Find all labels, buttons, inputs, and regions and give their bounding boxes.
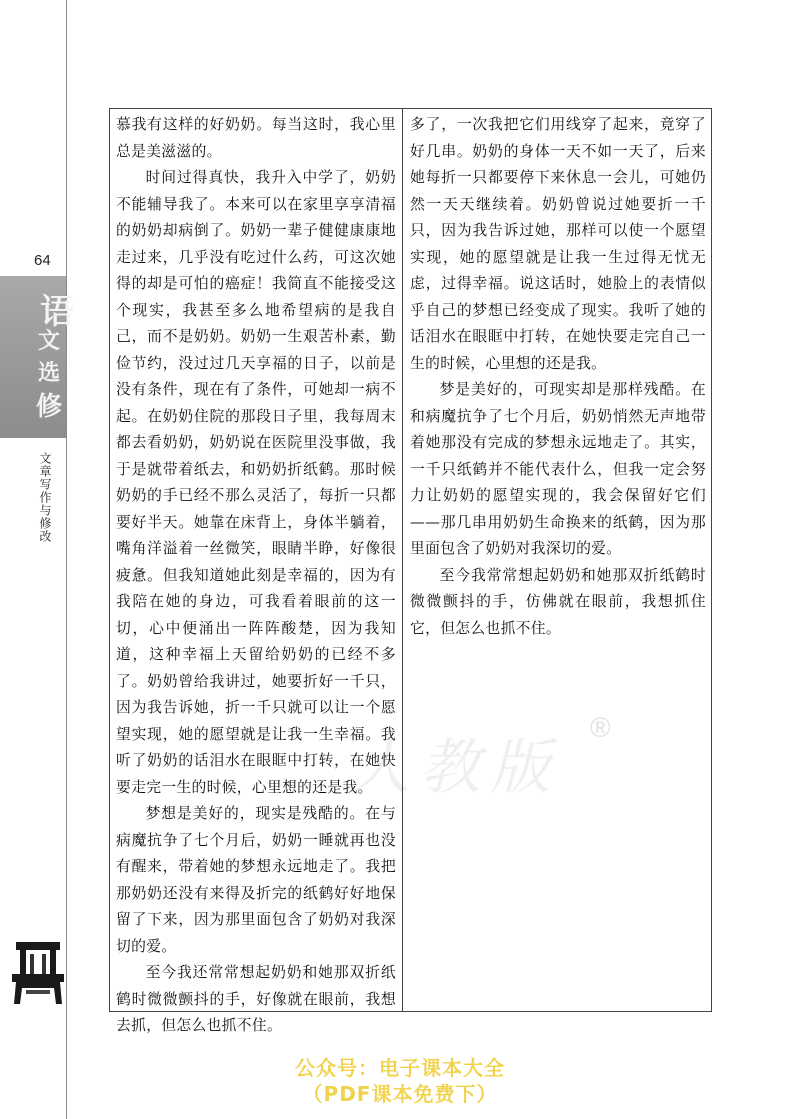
section-title: 文章写作与修改 <box>38 452 52 543</box>
footer-line-2: （PDF课本免费下） <box>302 1082 498 1106</box>
tab-char-1: 语 <box>40 292 74 332</box>
left-paragraph-1: 慕我有这样的好奶奶。每当这时，我心里总是美滋滋的。 <box>116 116 396 160</box>
tab-char-4: 修 <box>36 392 63 422</box>
right-paragraph-2: 梦是美好的，可现实却是那样残酷。在和病魔抗争了七个月后，奶奶悄然无声地带着她那没有完成的梦想永远地走了。其实，一千只纸鹤并不能代表什么，但我一定会努力让奶奶的愿望实现的，我会保留好它们——那几串用奶奶生命换来的纸鹤，因为那里面包含了奶奶对我深切的爱。 <box>410 381 706 557</box>
column-divider <box>402 108 403 1012</box>
left-paragraph-4: 至今我还常常想起奶奶和她那双折纸鹤时微微颤抖的手，好像就在眼前，我想去抓，但怎么也抓不住。 <box>116 964 396 1034</box>
left-column <box>116 112 396 1040</box>
right-paragraph-3: 至今我常常想起奶奶和她那双折纸鹤时微微颤抖的手，仿佛就在眼前，我想抓住它，但怎么也抓不住。 <box>410 566 706 637</box>
right-column <box>410 112 706 642</box>
registered-mark-icon: ® <box>590 712 611 743</box>
right-paragraph-1: 多了，一次我把它们用线穿了起来，竟穿了好几串。奶奶的身体一天不如一天了，后来她每折一只都要停下来休息一会儿，可她仍然一天天继续着。奶奶曾说过她要折一千只，因为我告诉过她，那样可以使一个愿望实现，她的愿望就是让我一生过得无忧无虑，过得幸福。说这话时，她脸上的表情似乎自己的梦想已经变成了现实。我听了她的话泪水在眼眶中打转，在她快要走完自己一生的时候，心里想的还是我。 <box>410 116 706 372</box>
tab-char-3: 选 <box>38 360 61 386</box>
book-series-tab <box>0 276 74 438</box>
left-paragraph-2: 时间过得真快，我升入中学了，奶奶不能辅导我了。本来可以在家里享享清福的奶奶却病倒了。奶奶一辈子健健康康地走过来，几乎没有吃过什么药，可这次她得的却是可怕的癌症！我简直不能接受这个现实，我甚至多么地希望病的是我自己，而不是奶奶。奶奶一生艰苦朴素，勤俭节约，没过过几天享福的日子，以前是没有条件，现在有了条件，可她却一病不起。在奶奶住院的那段日子里，我每周末都去看奶奶，奶奶说在医院里没事做，我于是就带着纸去，和奶奶折纸鹤。那时候奶奶的手已经不那么灵活了，每折一只都要好半天。她靠在床背上，身体半躺着，嘴角洋溢着一丝微笑，眼睛半睁，好像很疲惫。但我知道她此刻是幸福的，因为有我陪在她的身边，可我看着眼前的这一切，心中便涌出一阵阵酸楚，因为我知道，这种幸福上天留给奶奶的已经不多了。奶奶曾给我讲过，她要折好一千只，因为我告诉她，折一千只就可以让一个愿望实现，她的愿望就是让我一生幸福。我听了奶奶的话泪水在眼眶中打转，在她快要走完一生的时候，心里想的还是我。 <box>116 169 396 796</box>
footer-line-1: 公众号：电子课本大全 <box>295 1056 505 1080</box>
chair-icon <box>8 938 68 1008</box>
publisher-watermark: 人教版 <box>350 733 560 803</box>
left-paragraph-3: 梦想是美好的，现实是残酷的。在与病魔抗争了七个月后，奶奶一睡就再也没有醒来，带着她的梦想永远地走了。我把那奶奶还没有来得及折完的纸鹤好好地保留了下来，因为那里面包含了奶奶对我深切的爱。 <box>116 805 396 955</box>
page-number: 64 <box>34 252 51 269</box>
tab-char-2: 文 <box>38 328 61 354</box>
